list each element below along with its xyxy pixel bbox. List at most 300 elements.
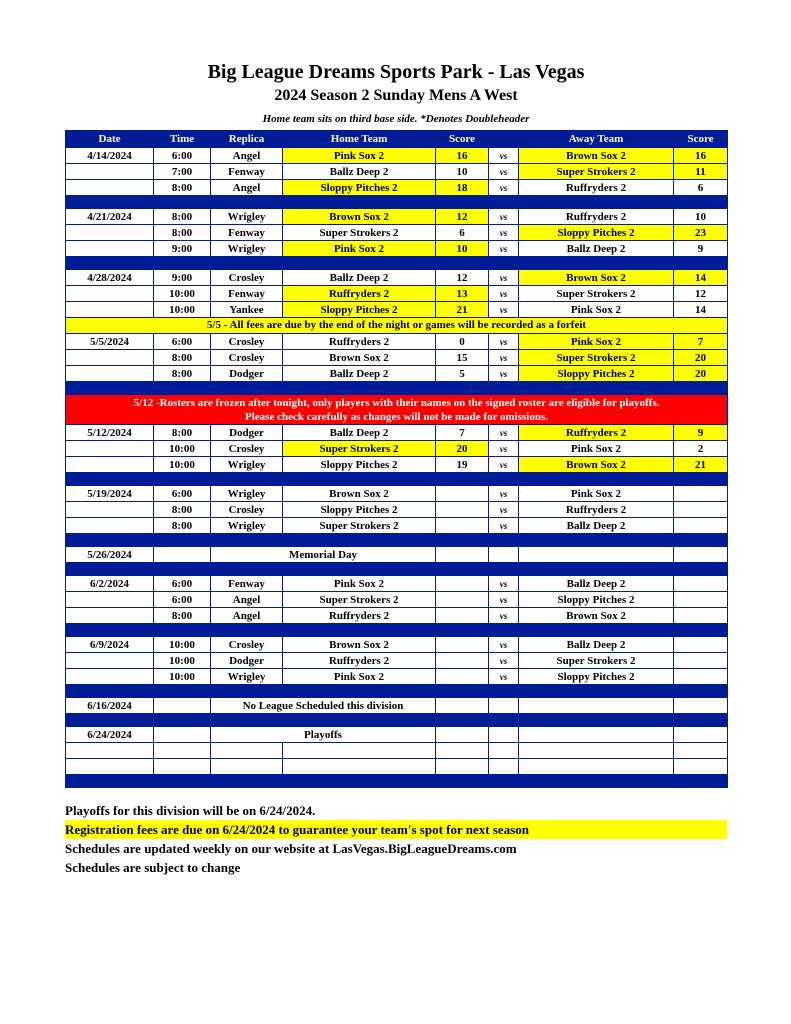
home-score-cell: 5 xyxy=(436,366,489,382)
home-team-cell: Pink Sox 2 xyxy=(283,669,436,685)
replica-cell: Wrigley xyxy=(211,241,283,257)
away-team-cell: Ruffryders 2 xyxy=(519,425,674,441)
away-score-cell xyxy=(674,547,728,563)
week-separator-bar xyxy=(66,473,728,486)
away-score-cell: 16 xyxy=(674,148,728,164)
date-cell xyxy=(66,653,154,669)
away-team-cell: Pink Sox 2 xyxy=(519,486,674,502)
home-score-cell xyxy=(436,637,489,653)
date-cell: 6/16/2024 xyxy=(66,698,154,714)
home-team-cell: Ruffryders 2 xyxy=(283,286,436,302)
separator-row xyxy=(66,473,728,486)
event-label-cell: Playoffs xyxy=(211,727,436,743)
time-cell xyxy=(154,743,211,759)
away-team-cell: Super Strokers 2 xyxy=(519,286,674,302)
date-cell xyxy=(66,441,154,457)
vs-cell: vs xyxy=(489,669,519,685)
home-team-cell: Sloppy Pitches 2 xyxy=(283,457,436,473)
event-label-cell: Memorial Day xyxy=(211,547,436,563)
home-score-cell xyxy=(436,576,489,592)
date-cell xyxy=(66,241,154,257)
time-cell: 8:00 xyxy=(154,425,211,441)
away-team-cell: Ruffryders 2 xyxy=(519,209,674,225)
game-row xyxy=(66,302,728,318)
time-cell: 6:00 xyxy=(154,576,211,592)
footer-playoffs-note: Playoffs for this division will be on 6/24/2024. xyxy=(65,803,316,818)
vs-cell xyxy=(489,698,519,714)
column-header-vs xyxy=(489,131,519,148)
replica-cell: Crosley xyxy=(211,441,283,457)
replica-cell: Dodger xyxy=(211,425,283,441)
vs-cell: vs xyxy=(489,334,519,350)
home-score-cell: 0 xyxy=(436,334,489,350)
game-row xyxy=(66,270,728,286)
red-notice xyxy=(66,395,728,425)
away-score-cell xyxy=(674,486,728,502)
time-cell: 6:00 xyxy=(154,486,211,502)
date-cell xyxy=(66,286,154,302)
away-score-cell xyxy=(674,759,728,775)
replica-cell: Angel xyxy=(211,180,283,196)
time-cell xyxy=(154,727,211,743)
game-row xyxy=(66,669,728,685)
time-cell: 8:00 xyxy=(154,518,211,534)
week-separator-bar xyxy=(66,685,728,698)
vs-cell: vs xyxy=(489,608,519,624)
away-team-cell: Ballz Deep 2 xyxy=(519,576,674,592)
home-team-cell: Brown Sox 2 xyxy=(283,637,436,653)
home-score-cell: 7 xyxy=(436,425,489,441)
empty-row xyxy=(66,759,728,775)
column-header-date: Date xyxy=(66,131,154,148)
date-cell xyxy=(66,366,154,382)
column-header-score: Score xyxy=(674,131,728,148)
vs-cell: vs xyxy=(489,180,519,196)
away-score-cell: 20 xyxy=(674,350,728,366)
replica-cell: Crosley xyxy=(211,502,283,518)
home-team-cell: Pink Sox 2 xyxy=(283,148,436,164)
game-row xyxy=(66,180,728,196)
home-score-cell xyxy=(436,743,489,759)
date-cell: 5/12/2024 xyxy=(66,425,154,441)
home-score-cell xyxy=(436,653,489,669)
replica-cell xyxy=(211,743,283,759)
home-team-cell: Brown Sox 2 xyxy=(283,350,436,366)
home-team-cell: Ruffryders 2 xyxy=(283,653,436,669)
home-team-cell: Sloppy Pitches 2 xyxy=(283,180,436,196)
home-score-cell: 16 xyxy=(436,148,489,164)
time-cell: 7:00 xyxy=(154,164,211,180)
separator-row xyxy=(66,775,728,788)
game-row xyxy=(66,286,728,302)
column-header-time: Time xyxy=(154,131,211,148)
document-subtitle: 2024 Season 2 Sunday Mens A West xyxy=(274,87,518,104)
away-score-cell: 9 xyxy=(674,241,728,257)
vs-cell: vs xyxy=(489,366,519,382)
replica-cell: Crosley xyxy=(211,270,283,286)
date-cell xyxy=(66,759,154,775)
week-separator-bar xyxy=(66,196,728,209)
away-team-cell: Pink Sox 2 xyxy=(519,334,674,350)
notice-line: Please check carefully as changes will not be made for omissions. xyxy=(245,410,548,423)
event-row xyxy=(66,698,728,714)
home-score-cell xyxy=(436,698,489,714)
home-score-cell xyxy=(436,486,489,502)
vs-cell: vs xyxy=(489,637,519,653)
away-score-cell: 10 xyxy=(674,209,728,225)
footer-subject-to-change-note: Schedules are subject to change xyxy=(65,860,241,875)
separator-row xyxy=(66,624,728,637)
vs-cell: vs xyxy=(489,270,519,286)
home-team-cell: Ruffryders 2 xyxy=(283,334,436,350)
vs-cell xyxy=(489,759,519,775)
vs-cell xyxy=(489,727,519,743)
vs-cell: vs xyxy=(489,148,519,164)
week-separator-bar xyxy=(66,382,728,395)
date-cell xyxy=(66,350,154,366)
home-team-cell: Super Strokers 2 xyxy=(283,518,436,534)
game-row xyxy=(66,486,728,502)
game-row xyxy=(66,425,728,441)
replica-cell: Wrigley xyxy=(211,518,283,534)
home-score-cell: 21 xyxy=(436,302,489,318)
away-team-cell: Ruffryders 2 xyxy=(519,502,674,518)
away-team-cell: Pink Sox 2 xyxy=(519,302,674,318)
event-row xyxy=(66,727,728,743)
replica-cell: Fenway xyxy=(211,286,283,302)
separator-row xyxy=(66,685,728,698)
away-score-cell xyxy=(674,743,728,759)
away-score-cell xyxy=(674,608,728,624)
away-score-cell xyxy=(674,592,728,608)
away-team-cell: Brown Sox 2 xyxy=(519,608,674,624)
table-header xyxy=(66,131,728,148)
vs-cell: vs xyxy=(489,457,519,473)
away-team-cell: Sloppy Pitches 2 xyxy=(519,366,674,382)
vs-cell: vs xyxy=(489,286,519,302)
away-team-cell: Brown Sox 2 xyxy=(519,270,674,286)
away-score-cell: 7 xyxy=(674,334,728,350)
away-team-cell xyxy=(519,743,674,759)
week-separator-bar xyxy=(66,624,728,637)
date-cell xyxy=(66,502,154,518)
banner-row xyxy=(66,395,728,425)
vs-cell: vs xyxy=(489,209,519,225)
home-score-cell xyxy=(436,608,489,624)
home-team-cell: Ballz Deep 2 xyxy=(283,164,436,180)
replica-cell: Crosley xyxy=(211,350,283,366)
column-header-away-team: Away Team xyxy=(519,131,674,148)
time-cell xyxy=(154,759,211,775)
away-team-cell: Sloppy Pitches 2 xyxy=(519,669,674,685)
replica-cell: Dodger xyxy=(211,366,283,382)
home-team-cell: Super Strokers 2 xyxy=(283,441,436,457)
game-row xyxy=(66,209,728,225)
home-team-cell: Ballz Deep 2 xyxy=(283,366,436,382)
replica-cell: Crosley xyxy=(211,334,283,350)
away-score-cell xyxy=(674,518,728,534)
vs-cell: vs xyxy=(489,164,519,180)
time-cell: 6:00 xyxy=(154,592,211,608)
time-cell: 6:00 xyxy=(154,334,211,350)
game-row xyxy=(66,164,728,180)
replica-cell: Angel xyxy=(211,608,283,624)
week-separator-bar xyxy=(66,563,728,576)
away-score-cell: 11 xyxy=(674,164,728,180)
replica-cell: Angel xyxy=(211,592,283,608)
week-separator-bar xyxy=(66,534,728,547)
game-row xyxy=(66,608,728,624)
home-team-cell: Pink Sox 2 xyxy=(283,576,436,592)
away-score-cell xyxy=(674,502,728,518)
banner-row xyxy=(66,318,728,334)
game-row xyxy=(66,518,728,534)
vs-cell: vs xyxy=(489,592,519,608)
vs-cell: vs xyxy=(489,502,519,518)
away-score-cell: 14 xyxy=(674,270,728,286)
time-cell: 8:00 xyxy=(154,608,211,624)
time-cell: 9:00 xyxy=(154,241,211,257)
home-score-cell: 19 xyxy=(436,457,489,473)
home-team-cell: Brown Sox 2 xyxy=(283,209,436,225)
vs-cell: vs xyxy=(489,653,519,669)
game-row xyxy=(66,334,728,350)
home-team-cell: Pink Sox 2 xyxy=(283,241,436,257)
date-cell xyxy=(66,180,154,196)
away-score-cell xyxy=(674,669,728,685)
separator-row xyxy=(66,714,728,727)
away-team-cell xyxy=(519,759,674,775)
away-team-cell: Ballz Deep 2 xyxy=(519,637,674,653)
home-score-cell xyxy=(436,502,489,518)
vs-cell: vs xyxy=(489,576,519,592)
home-score-cell: 15 xyxy=(436,350,489,366)
away-score-cell: 6 xyxy=(674,180,728,196)
time-cell: 8:00 xyxy=(154,502,211,518)
home-score-cell: 13 xyxy=(436,286,489,302)
away-score-cell xyxy=(674,698,728,714)
footer-notes xyxy=(65,801,727,877)
replica-cell xyxy=(211,759,283,775)
week-separator-bar xyxy=(66,257,728,270)
game-row xyxy=(66,637,728,653)
time-cell: 9:00 xyxy=(154,270,211,286)
game-row xyxy=(66,225,728,241)
time-cell xyxy=(154,547,211,563)
vs-cell: vs xyxy=(489,486,519,502)
away-team-cell: Super Strokers 2 xyxy=(519,164,674,180)
replica-cell: Yankee xyxy=(211,302,283,318)
date-cell: 4/21/2024 xyxy=(66,209,154,225)
home-team-cell: Ballz Deep 2 xyxy=(283,425,436,441)
home-team-cell: Super Strokers 2 xyxy=(283,592,436,608)
home-team-cell xyxy=(283,743,436,759)
home-score-cell xyxy=(436,547,489,563)
time-cell: 8:00 xyxy=(154,350,211,366)
header-row xyxy=(66,131,728,148)
time-cell: 10:00 xyxy=(154,441,211,457)
time-cell: 8:00 xyxy=(154,225,211,241)
vs-cell: vs xyxy=(489,225,519,241)
away-team-cell: Ruffryders 2 xyxy=(519,180,674,196)
game-row xyxy=(66,457,728,473)
date-cell: 6/2/2024 xyxy=(66,576,154,592)
game-row xyxy=(66,502,728,518)
footer-registration-note: Registration fees are due on 6/24/2024 to guarantee your team's spot for next season xyxy=(65,820,727,839)
game-row xyxy=(66,366,728,382)
game-row xyxy=(66,653,728,669)
date-cell: 5/19/2024 xyxy=(66,486,154,502)
time-cell: 10:00 xyxy=(154,286,211,302)
column-header-score: Score xyxy=(436,131,489,148)
home-team-cell: Sloppy Pitches 2 xyxy=(283,502,436,518)
vs-cell: vs xyxy=(489,441,519,457)
date-cell: 6/9/2024 xyxy=(66,637,154,653)
home-team-cell: Super Strokers 2 xyxy=(283,225,436,241)
event-row xyxy=(66,547,728,563)
replica-cell: Wrigley xyxy=(211,669,283,685)
date-cell xyxy=(66,164,154,180)
time-cell: 10:00 xyxy=(154,637,211,653)
away-team-cell: Sloppy Pitches 2 xyxy=(519,592,674,608)
home-score-cell: 12 xyxy=(436,270,489,286)
replica-cell: Crosley xyxy=(211,637,283,653)
date-cell xyxy=(66,457,154,473)
home-score-cell: 20 xyxy=(436,441,489,457)
vs-cell: vs xyxy=(489,518,519,534)
separator-row xyxy=(66,382,728,395)
game-row xyxy=(66,576,728,592)
replica-cell: Dodger xyxy=(211,653,283,669)
vs-cell: vs xyxy=(489,302,519,318)
time-cell: 10:00 xyxy=(154,669,211,685)
home-score-cell xyxy=(436,518,489,534)
column-header-replica: Replica xyxy=(211,131,283,148)
away-team-cell: Brown Sox 2 xyxy=(519,457,674,473)
separator-row xyxy=(66,196,728,209)
date-cell: 4/14/2024 xyxy=(66,148,154,164)
away-team-cell xyxy=(519,727,674,743)
away-score-cell xyxy=(674,653,728,669)
home-team-cell: Ballz Deep 2 xyxy=(283,270,436,286)
date-cell xyxy=(66,302,154,318)
vs-cell: vs xyxy=(489,241,519,257)
away-team-cell: Ballz Deep 2 xyxy=(519,518,674,534)
separator-row xyxy=(66,563,728,576)
replica-cell: Fenway xyxy=(211,225,283,241)
game-row xyxy=(66,350,728,366)
time-cell: 10:00 xyxy=(154,457,211,473)
table-body xyxy=(66,148,728,788)
replica-cell: Fenway xyxy=(211,164,283,180)
away-score-cell: 2 xyxy=(674,441,728,457)
date-cell: 6/24/2024 xyxy=(66,727,154,743)
home-score-cell xyxy=(436,669,489,685)
time-cell: 6:00 xyxy=(154,148,211,164)
vs-cell: vs xyxy=(489,425,519,441)
yellow-notice xyxy=(66,318,728,334)
game-row xyxy=(66,241,728,257)
separator-row xyxy=(66,257,728,270)
replica-cell: Wrigley xyxy=(211,486,283,502)
schedule-table xyxy=(65,130,728,788)
vs-cell xyxy=(489,547,519,563)
footer-website-note: Schedules are updated weekly on our website at LasVegas.BigLeagueDreams.com xyxy=(65,841,517,856)
empty-row xyxy=(66,743,728,759)
date-cell: 5/5/2024 xyxy=(66,334,154,350)
home-score-cell: 12 xyxy=(436,209,489,225)
replica-cell: Angel xyxy=(211,148,283,164)
date-cell: 4/28/2024 xyxy=(66,270,154,286)
notice-line: 5/12 -Rosters are frozen after tonight, only players with their names on the signed roster are eligible for playoffs. xyxy=(133,396,660,409)
date-cell xyxy=(66,592,154,608)
away-team-cell: Super Strokers 2 xyxy=(519,653,674,669)
replica-cell: Wrigley xyxy=(211,209,283,225)
document-title: Big League Dreams Sports Park - Las Vegas xyxy=(207,61,585,83)
away-team-cell xyxy=(519,547,674,563)
home-team-cell: Brown Sox 2 xyxy=(283,486,436,502)
away-team-cell: Super Strokers 2 xyxy=(519,350,674,366)
home-score-cell xyxy=(436,592,489,608)
game-row xyxy=(66,148,728,164)
vs-cell xyxy=(489,743,519,759)
home-team-cell: Sloppy Pitches 2 xyxy=(283,302,436,318)
date-cell: 5/26/2024 xyxy=(66,547,154,563)
time-cell: 8:00 xyxy=(154,366,211,382)
away-score-cell: 20 xyxy=(674,366,728,382)
home-score-cell: 18 xyxy=(436,180,489,196)
away-score-cell xyxy=(674,576,728,592)
away-score-cell: 23 xyxy=(674,225,728,241)
away-team-cell: Ballz Deep 2 xyxy=(519,241,674,257)
time-cell: 8:00 xyxy=(154,209,211,225)
date-cell xyxy=(66,518,154,534)
time-cell: 8:00 xyxy=(154,180,211,196)
time-cell: 10:00 xyxy=(154,653,211,669)
away-team-cell: Sloppy Pitches 2 xyxy=(519,225,674,241)
away-team-cell: Brown Sox 2 xyxy=(519,148,674,164)
away-team-cell: Pink Sox 2 xyxy=(519,441,674,457)
separator-row xyxy=(66,534,728,547)
week-separator-bar xyxy=(66,714,728,727)
away-score-cell xyxy=(674,727,728,743)
replica-cell: Wrigley xyxy=(211,457,283,473)
away-score-cell: 9 xyxy=(674,425,728,441)
home-score-cell xyxy=(436,759,489,775)
document-note: Home team sits on third base side. *Denotes Doubleheader xyxy=(262,113,530,125)
time-cell: 10:00 xyxy=(154,302,211,318)
away-team-cell xyxy=(519,698,674,714)
week-separator-bar xyxy=(66,775,728,788)
date-cell xyxy=(66,225,154,241)
column-header-home-team: Home Team xyxy=(283,131,436,148)
home-team-cell xyxy=(283,759,436,775)
home-score-cell: 10 xyxy=(436,164,489,180)
game-row xyxy=(66,592,728,608)
date-cell xyxy=(66,608,154,624)
home-score-cell: 6 xyxy=(436,225,489,241)
replica-cell: Fenway xyxy=(211,576,283,592)
home-score-cell: 10 xyxy=(436,241,489,257)
away-score-cell: 12 xyxy=(674,286,728,302)
notice-line: 5/5 - All fees are due by the end of the night or games will be recorded as a forfeit xyxy=(206,319,587,331)
home-score-cell xyxy=(436,727,489,743)
away-score-cell: 14 xyxy=(674,302,728,318)
time-cell xyxy=(154,698,211,714)
away-score-cell: 21 xyxy=(674,457,728,473)
date-cell xyxy=(66,669,154,685)
event-label-cell: No League Scheduled this division xyxy=(211,698,436,714)
